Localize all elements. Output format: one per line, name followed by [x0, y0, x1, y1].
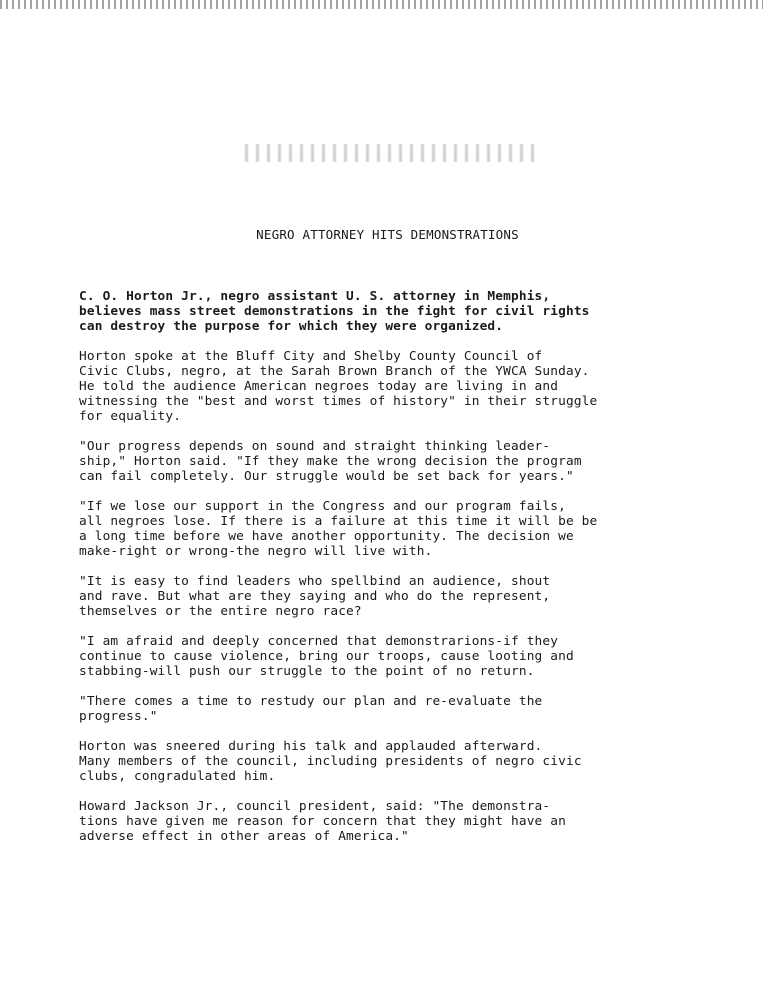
paragraph-6: "I am afraid and deeply concerned that demonstrarions-if they continue to cause violence, bring our troops, cause looting and stabbing-will push our struggle to the point of no return. — [79, 634, 574, 679]
paragraph-3: "Our progress depends on sound and straight thinking leader- ship," Horton said. "If they make the wrong decision the program can fail completely. Our struggle would be set back for years." — [79, 439, 582, 484]
article-title: NEGRO ATTORNEY HITS DEMONSTRATIONS — [256, 227, 519, 242]
article-body — [79, 289, 689, 859]
paragraph-2: Horton spoke at the Bluff City and Shelby County Council of Civic Clubs, negro, at the Sarah Brown Branch of the YWCA Sunday. He told the audience American negroes today are living in and witnessing the "best and worst times of history" in their struggle for equality. — [79, 349, 598, 424]
smudge-marks — [245, 144, 535, 162]
page-top-edge — [0, 0, 763, 9]
paragraph-9: Howard Jackson Jr., council president, said: "The demonstra- tions have given me reason for concern that they might have an adverse effect in other areas of America." — [79, 799, 566, 844]
paragraph-5: "It is easy to find leaders who spellbind an audience, shout and rave. But what are they saying and who do the represent, themselves or the entire negro race? — [79, 574, 551, 619]
paragraph-7: "There comes a time to restudy our plan and re-evaluate the progress." — [79, 694, 543, 724]
paragraph-4: "If we lose our support in the Congress and our program fails, all negroes lose. If there is a failure at this time it will be be a long time before we have another opportunity. The decision we make-right or wrong-the negro will live with. — [79, 499, 598, 559]
paragraph-8: Horton was sneered during his talk and applauded afterward. Many members of the council, including presidents of negro civic clubs, congradulated him. — [79, 739, 582, 784]
paragraph-1: C. O. Horton Jr., negro assistant U. S. attorney in Memphis, believes mass street demonstrations in the fight for civil rights can destroy the purpose for which they were organized. — [79, 289, 590, 334]
